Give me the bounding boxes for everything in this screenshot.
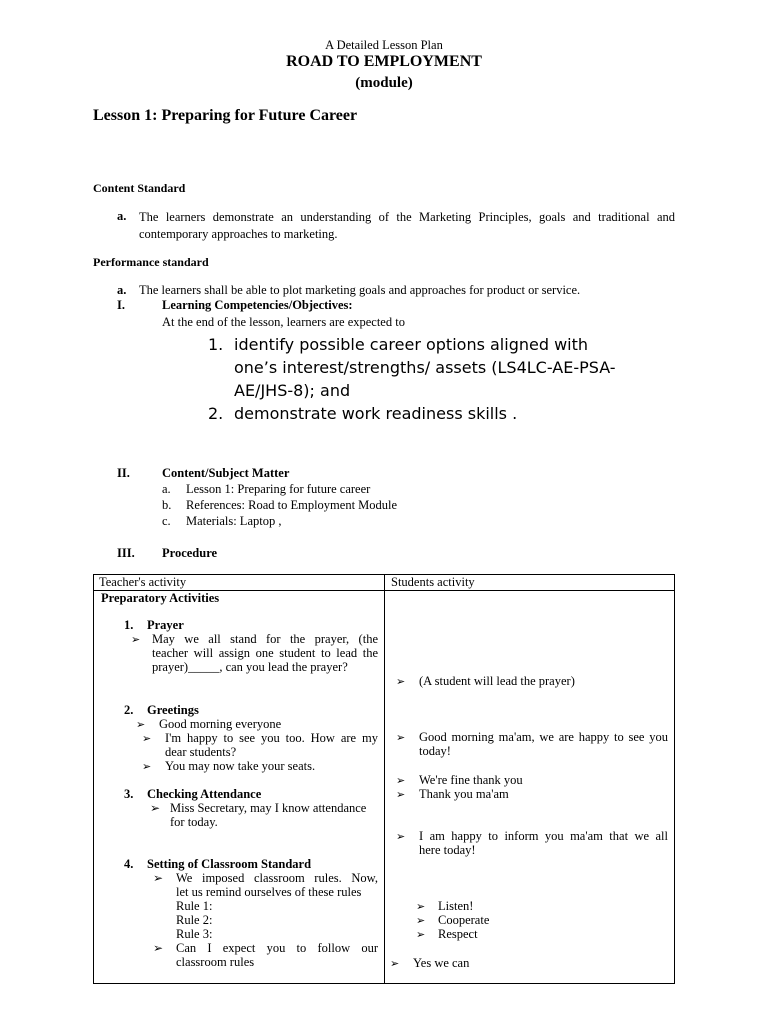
lesson-title: Lesson 1: Preparing for Future Career	[93, 107, 358, 124]
objective-line: identify possible career options aligned with	[234, 335, 589, 354]
teacher-line: Miss Secretary, may I know attendance	[170, 801, 367, 815]
student-line: (A student will lead the prayer)	[419, 674, 575, 688]
activity-number: 1.	[124, 618, 134, 632]
col-header-student: Students activity	[391, 575, 475, 589]
content-standard-text: The learners demonstrate an understanding of the Marketing Principles, goals and traditional and contemporary approaches to marketing.	[139, 210, 675, 241]
teacher-line: teacher will assign one student to lead the	[152, 646, 378, 660]
teacher-line: May we all stand for the prayer, (the	[152, 632, 378, 646]
section2-heading: Content/Subject Matter	[162, 466, 290, 480]
bullet-arrow-icon: ➢	[416, 928, 426, 941]
student-line: We're fine thank you	[419, 773, 523, 787]
objective-line: AE/JHS-8); and	[234, 381, 351, 400]
student-rule: Listen!	[438, 899, 474, 913]
content-item-marker: c.	[162, 514, 171, 528]
teacher-line: Good morning everyone	[159, 717, 282, 731]
document-module: (module)	[355, 75, 413, 91]
activity-number: 3.	[124, 787, 134, 801]
content-standard-heading: Content Standard	[93, 181, 186, 195]
col-header-teacher: Teacher's activity	[99, 575, 187, 589]
teacher-line: dear students?	[165, 745, 237, 759]
section1-intro: At the end of the lesson, learners are expected to	[162, 315, 405, 329]
bullet-arrow-icon: ➢	[142, 732, 152, 745]
performance-standard-text: The learners shall be able to plot marketing goals and approaches for product or service.	[139, 283, 581, 297]
section3-heading: Procedure	[162, 546, 218, 560]
student-rule: Respect	[438, 927, 478, 941]
student-rule: Cooperate	[438, 913, 490, 927]
teacher-line: Can I expect you to follow our	[176, 941, 378, 955]
bullet-arrow-icon: ➢	[396, 675, 406, 688]
activity-title-prayer: Prayer	[147, 618, 184, 632]
bullet-arrow-icon: ➢	[150, 801, 161, 815]
teacher-line: I'm happy to see you too. How are my	[165, 731, 378, 745]
activity-title-greetings: Greetings	[147, 703, 199, 717]
student-line: Good morning ma'am, we are happy to see you	[419, 730, 668, 744]
bullet-arrow-icon: ➢	[396, 788, 406, 801]
bullet-arrow-icon: ➢	[153, 871, 164, 885]
section1-numeral: I.	[117, 298, 125, 312]
student-line: here today!	[419, 843, 476, 857]
activity-number: 4.	[124, 857, 134, 871]
bullet-arrow-icon: ➢	[390, 957, 400, 970]
rule-label: Rule 1:	[176, 899, 213, 913]
bullet-arrow-icon: ➢	[396, 731, 406, 744]
content-item: Lesson 1: Preparing for future career	[186, 482, 371, 496]
performance-standard-marker: a.	[117, 283, 127, 297]
teacher-line: for today.	[170, 815, 218, 829]
preparatory-heading: Preparatory Activities	[101, 591, 220, 605]
teacher-line: classroom rules	[176, 955, 255, 969]
activity-number: 2.	[124, 703, 134, 717]
teacher-line: let us remind ourselves of these rules	[176, 885, 362, 899]
bullet-arrow-icon: ➢	[142, 760, 152, 773]
bullet-arrow-icon: ➢	[153, 941, 164, 955]
section2-numeral: II.	[117, 466, 130, 480]
content-item-marker: b.	[162, 498, 172, 512]
bullet-arrow-icon: ➢	[396, 774, 406, 787]
student-line: Yes we can	[413, 956, 470, 970]
objective-line: demonstrate work readiness skills .	[234, 404, 518, 423]
bullet-arrow-icon: ➢	[136, 718, 146, 731]
bullet-arrow-icon: ➢	[416, 900, 426, 913]
activity-title-attendance: Checking Attendance	[147, 787, 262, 801]
student-line: Thank you ma'am	[419, 787, 509, 801]
content-item: Materials: Laptop ,	[186, 514, 282, 528]
rule-label: Rule 2:	[176, 913, 213, 927]
bullet-arrow-icon: ➢	[416, 914, 426, 927]
document-subtitle: A Detailed Lesson Plan	[325, 38, 443, 52]
document-title: ROAD TO EMPLOYMENT	[286, 53, 482, 70]
teacher-line: prayer)_____, can you lead the prayer?	[152, 660, 348, 674]
section1-heading: Learning Competencies/Objectives:	[162, 298, 353, 312]
activity-title-standard: Setting of Classroom Standard	[147, 857, 312, 871]
rule-label: Rule 3:	[176, 927, 213, 941]
objective-number: 2.	[208, 404, 224, 423]
performance-standard-heading: Performance standard	[93, 255, 209, 269]
content-item-marker: a.	[162, 482, 171, 496]
objective-number: 1.	[208, 335, 224, 354]
section3-numeral: III.	[117, 546, 135, 560]
bullet-arrow-icon: ➢	[396, 830, 406, 843]
objective-line: one’s interest/strengths/ assets (LS4LC-AE-PSA-	[234, 358, 616, 377]
teacher-line: We imposed classroom rules. Now,	[176, 871, 378, 885]
bullet-arrow-icon: ➢	[131, 633, 141, 646]
content-standard-marker: a.	[117, 209, 127, 223]
table-column-divider	[384, 574, 385, 984]
student-line: I am happy to inform you ma'am that we all	[419, 829, 668, 843]
teacher-line: You may now take your seats.	[165, 759, 316, 773]
content-item: References: Road to Employment Module	[186, 498, 398, 512]
student-line: today!	[419, 744, 451, 758]
